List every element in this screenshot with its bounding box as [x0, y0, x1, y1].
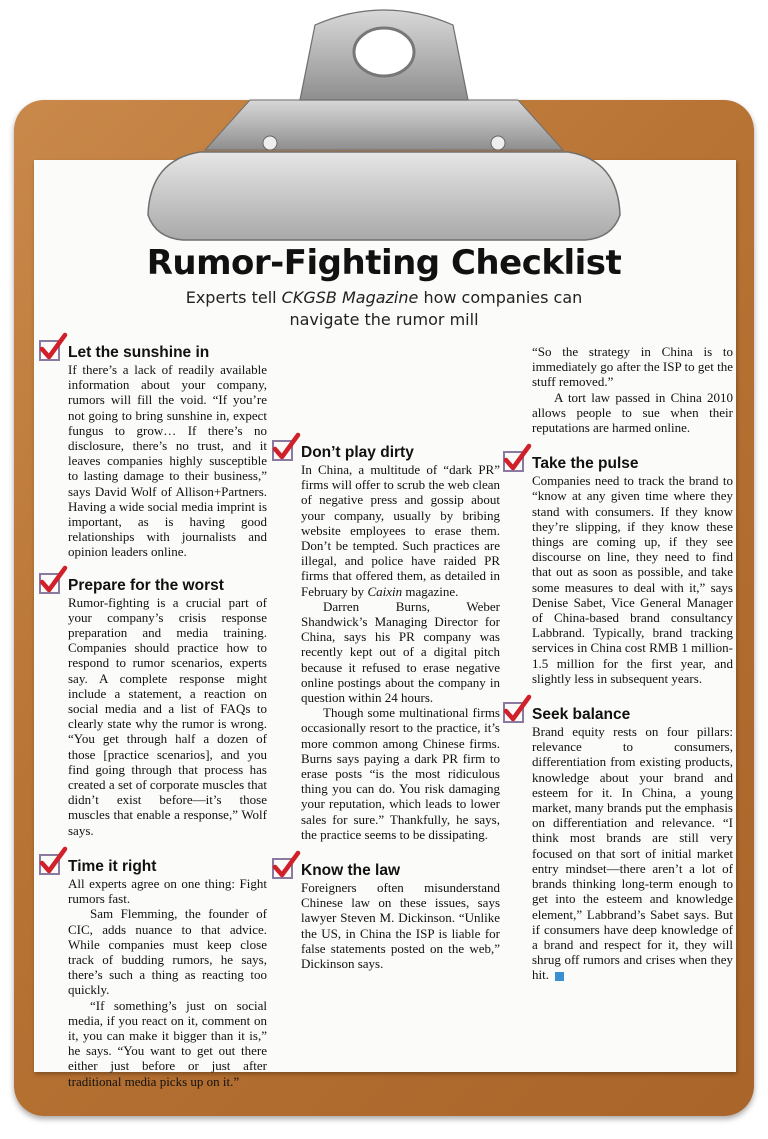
paragraph: A tort law passed in China 2010 allows people to sue when their reputations are harmed online. — [532, 389, 733, 436]
checkmark-icon — [500, 694, 532, 726]
section-dont-play-dirty — [301, 444, 500, 842]
checkmark-icon — [500, 443, 532, 475]
page-subtitle: Experts tell CKGSB Magazine how companies can navigate the rumor mill — [185, 288, 583, 329]
paragraph: All experts agree on one thing: Fight rumors fast. — [68, 875, 267, 907]
section-take-the-pulse — [532, 455, 733, 686]
paragraph: If there’s a lack of readily available information about your company, rumors will fill the void. “If you’re not going to bring sunshine in, expect fungus to grow… If there’s no disclosure, there’s no trust, and it leaves companies highly susceptible to lasting damage to their business,” says David Wolf of Allison+Partners. Having a wide social media imprint is important, as is having good relationships with journalists and opinion leaders online. — [68, 362, 267, 560]
section-heading: Seek balance — [532, 706, 631, 724]
section-let-the-sunshine-in — [68, 344, 267, 560]
paragraph: Foreigners often misunderstand Chinese law on these issues, says lawyer Steven M. Dickinson. “Unlike the US, in China the ISP is liable for false statements posted on the web,” Dickinson says. — [301, 880, 500, 972]
section-heading: Know the law — [301, 862, 401, 880]
checkmark-icon — [269, 850, 301, 882]
paragraph: Rumor-fighting is a crucial part of your company’s crisis response preparation and media training. Companies should practice how to respond to rumor scenarios, experts say. A complete response might include a statement, a reaction on social media and a list of FAQs to clearly state why the rumor is wrong. “You get through half a dozen of those [practice scenarios], and you find going through that process has created a set of corporate muscles that didn’t exist before—it’s those muscles that enable a response,” Wolf says. — [68, 594, 267, 838]
section-time-it-right — [68, 858, 267, 1089]
section-heading: Prepare for the worst — [68, 576, 224, 594]
paragraph: Darren Burns, Weber Shandwick’s Managing Director for China, says his PR company was recently kept out of a digital pitch because it refused to erase negative online postings about the company in question within 24 hours. — [301, 598, 500, 706]
section-seek-balance — [532, 706, 733, 982]
column-1 — [68, 344, 267, 1089]
paragraph: In China, a multitude of “dark PR” firms will offer to scrub the web clean of negative press and gossip about your company, usually by bribing website employees to erase them. Don’t be tempted. Such practices are illegal, and police have raided PR firms that offered them, as detailed in February by Caixin magazine. — [301, 462, 500, 599]
paragraph: Though some multinational firms occasionally resort to the practice, it’s more common among Chinese firms. Burns says paying a dark PR firm to erase posts “is the most ridiculous thing you can do. You risk damaging your reputation, which leads to lower sales for sure.” Thankfully, he says, the practice seems to be dissipating. — [301, 705, 500, 842]
checkmark-icon — [36, 332, 68, 364]
section-heading: Take the pulse — [532, 455, 639, 473]
section-know-the-law — [301, 862, 500, 971]
page-title: Rumor-Fighting Checklist — [146, 243, 622, 283]
paragraph: “If something’s just on social media, if you react on it, comment on it, you can make it bigger than it is,” he says. “You want to get out there either just before or just after traditional media picks up on it.” — [68, 997, 267, 1089]
column-3 — [532, 344, 733, 983]
section-prepare-for-the-worst — [68, 577, 267, 838]
checkmark-icon — [36, 565, 68, 597]
paragraph: Companies need to track the brand to “know at any given time where they stand with consumers. If they know they’re slipping, if they know these things are coming up, if they see discourse on line, they need to find that out as soon as possible, and take some measures to deal with it,” says Denise Sabet, Vice General Manager of China-based brand consultancy Labbrand. Typically, brand tracking services in China cost RMB 1 million-1.5 million for the first year, and slightly less in subsequent years. — [532, 473, 733, 686]
checkmark-icon — [269, 432, 301, 464]
column-2 — [301, 444, 500, 971]
paragraph: Brand equity rests on four pillars: relevance to consumers, differentiation from existing products, knowledge about your brand and esteem for it. In China, a young market, many brands put the emphasis on differentiation and relevance. “I think most brands are still very focused on that sort of initial market entry mindset—there aren’t a lot of brands thinking long-term enough to get into the esteem and knowledge element,” Labbrand’s Sabet says. But if consumers have deep knowledge of a brand and respect for it, they will shrug off rumors and crises when they hit. — [532, 724, 733, 983]
section-heading: Time it right — [68, 857, 157, 875]
paragraph: Sam Flemming, the founder of CIC, adds nuance to that advice. While companies must keep close track of budding rumors, he says, there’s such a thing as reacting too quickly. — [68, 906, 267, 998]
end-mark-icon — [555, 972, 564, 981]
section-heading: Let the sunshine in — [68, 344, 210, 361]
paragraph: “So the strategy in China is to immediately go after the ISP to get the stuff removed.” — [532, 344, 733, 390]
checkmark-icon — [36, 846, 68, 878]
section-heading: Don’t play dirty — [301, 444, 414, 461]
